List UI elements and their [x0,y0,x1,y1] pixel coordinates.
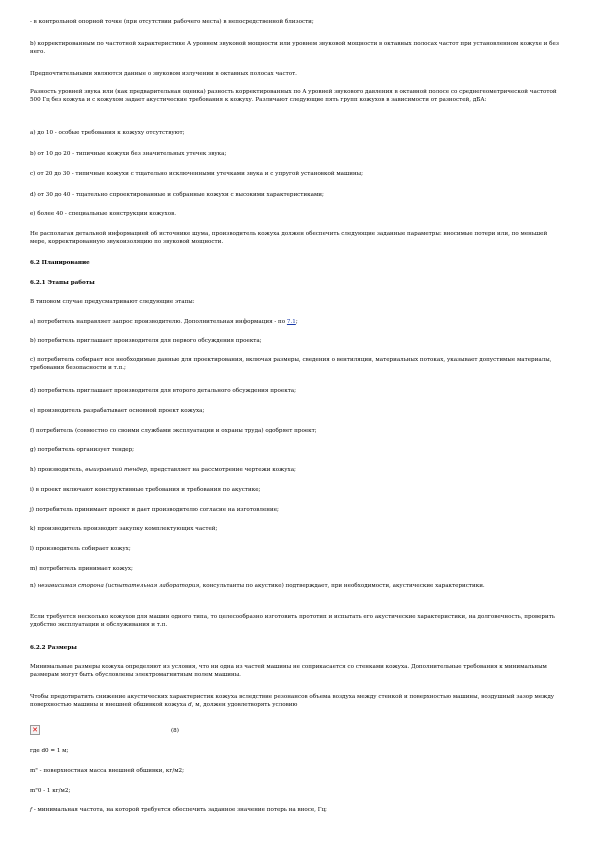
paragraph-italic: f [30,807,33,813]
list-item: m) потребитель принимает кожух; [30,566,133,572]
list-item: c) от 20 до 30 - типичные кожухи с тщательно исключенными утечками звука и с упругой установкой машины; [30,171,364,177]
text-paragraph: m"0 - 1 кг/м2; [30,788,71,794]
text-paragraph: Не располагая детальной информацией об источнике шума, производитель кожуха должен обеспечить следующие заданные параметры: вносимые потери или, по меньшей мере, корректированную звукоизоляцию по звуковой мощности. [30,231,548,245]
list-item [30,318,565,326]
text-paragraph: В типовом случае предусматривают следующие этапы: [30,299,195,305]
list-item-text: ; [295,319,298,325]
list-item: d) потребитель приглашает производителя для второго детального обсуждения проекта; [30,388,297,394]
subsection-heading: 6.2.2 Размеры [30,645,77,651]
paragraph-italic: d [188,702,192,708]
paragraph-text: Чтобы предотвратить снижение акустических характеристик кожуха вследствие резонансов объема воздуха между стенкой и поверхностью машины, воздушный зазор между поверхностью машины и внешней обшивкой кожуха [30,694,555,708]
list-item: g) потребитель организует тендер; [30,447,135,453]
list-item-text: , представляет на рассмотрение чертежи кожуха; [146,467,296,473]
list-item: i) в проект включают конструктивные требования и требования по акустике; [30,487,261,493]
list-item-italic: независимая сторона (испытательная лаборатория [37,583,200,589]
text-paragraph: Если требуется несколько кожухов для машин одного типа, то целесообразно изготовить прототип и испытать его акустические характеристики, на долговечность, проверить удобство эксплуатации и обслуживания и т.п. [30,614,555,628]
section-heading: 6.2 Планирование [30,260,90,266]
list-item: l) производитель собирает кожух; [30,546,131,552]
broken-image-x-icon: ✕ [32,726,38,734]
text-paragraph: где d0 = 1 м; [30,748,69,754]
list-item: f) потребитель (совместно со своими службами эксплуатации и охраны труда) одобряет проект; [30,428,317,434]
list-item: b) от 10 до 20 - типичные кожухи без значительных утечек звука; [30,151,227,157]
equation-number: (8) [171,728,179,734]
text-paragraph [30,806,565,814]
list-item-text: a) потребитель направляет запрос производителю. Дополнительная информация - по [30,319,287,325]
list-item [30,582,565,590]
list-item-italic: выигравший тендер [85,467,147,473]
text-paragraph: Разность уровней звука или (как предварительная оценка) разность корректированных по A уровней звукового давления в октавной полосе со среднегеометрической частотой 500 Гц без кожуха и с кожухом задает акустические требования к кожуху. Различают следующие пять групп кожухов в зависимости от разностей, дБА: [30,89,557,103]
paragraph-text: - минимальная частота, на которой требуется обеспечить заданное значение потерь на вносе, Гц; [32,807,327,813]
text-paragraph: m" - поверхностная масса внешней обшивки, кг/м2; [30,768,185,774]
broken-image-icon [30,725,40,735]
text-paragraph: b) корректированным по частотной характеристике A уровнем звуковой мощности или уровнем звуковой мощности в октавных полосах частот при установленном кожухе и без него. [30,41,559,55]
clause-link[interactable]: 7.1 [286,319,296,325]
list-item-text: , консультанты по акустике) подтверждает, при необходимости, акустические характеристики. [199,583,485,589]
list-item: k) производитель производит закупку комплектующих частей; [30,526,218,532]
text-paragraph: Предпочтительными являются данные о звуковом излучении в октавных полосах частот. [30,71,297,77]
text-paragraph: Минимальные размеры кожуха определяют из условия, что ни одна из частей машины не соприкасается со стенками кожуха. Дополнительные требования к минимальным размерам могут быть обусловлены электромагнитным полем машины. [30,664,547,678]
list-item [30,466,565,474]
list-item: a) до 10 - особые требования к кожуху отсутствуют; [30,130,185,136]
paragraph-text: , м, должен удовлетворять условию [191,702,298,708]
list-item-text: h) производитель, [30,467,86,473]
subsection-heading: 6.2.1 Этапы работы [30,280,95,286]
list-item: j) потребитель принимает проект и дает производителю согласие на изготовление; [30,507,279,513]
text-paragraph: - в контрольной опорной точке (при отсутствии рабочего места) в непосредственной близости; [30,19,314,25]
list-item: d) от 30 до 40 - тщательно спроектированные и собранные кожухи с высокими характеристиками; [30,192,324,198]
list-item: e) более 40 - специальные конструкции кожухов. [30,211,176,217]
list-item: b) потребитель приглашает производителя для первого обсуждения проекта; [30,338,262,344]
list-item: e) производитель разрабатывает основной проект кожуха; [30,408,205,414]
list-item: c) потребитель собирает все необходимые данные для проектирования, включая размеры, сведения о вентиляции, материальных потоках, указывает допустимые материалы, требования безопасности и т.п.; [30,357,552,371]
text-paragraph [30,693,565,709]
list-item-text: n) [30,583,38,589]
